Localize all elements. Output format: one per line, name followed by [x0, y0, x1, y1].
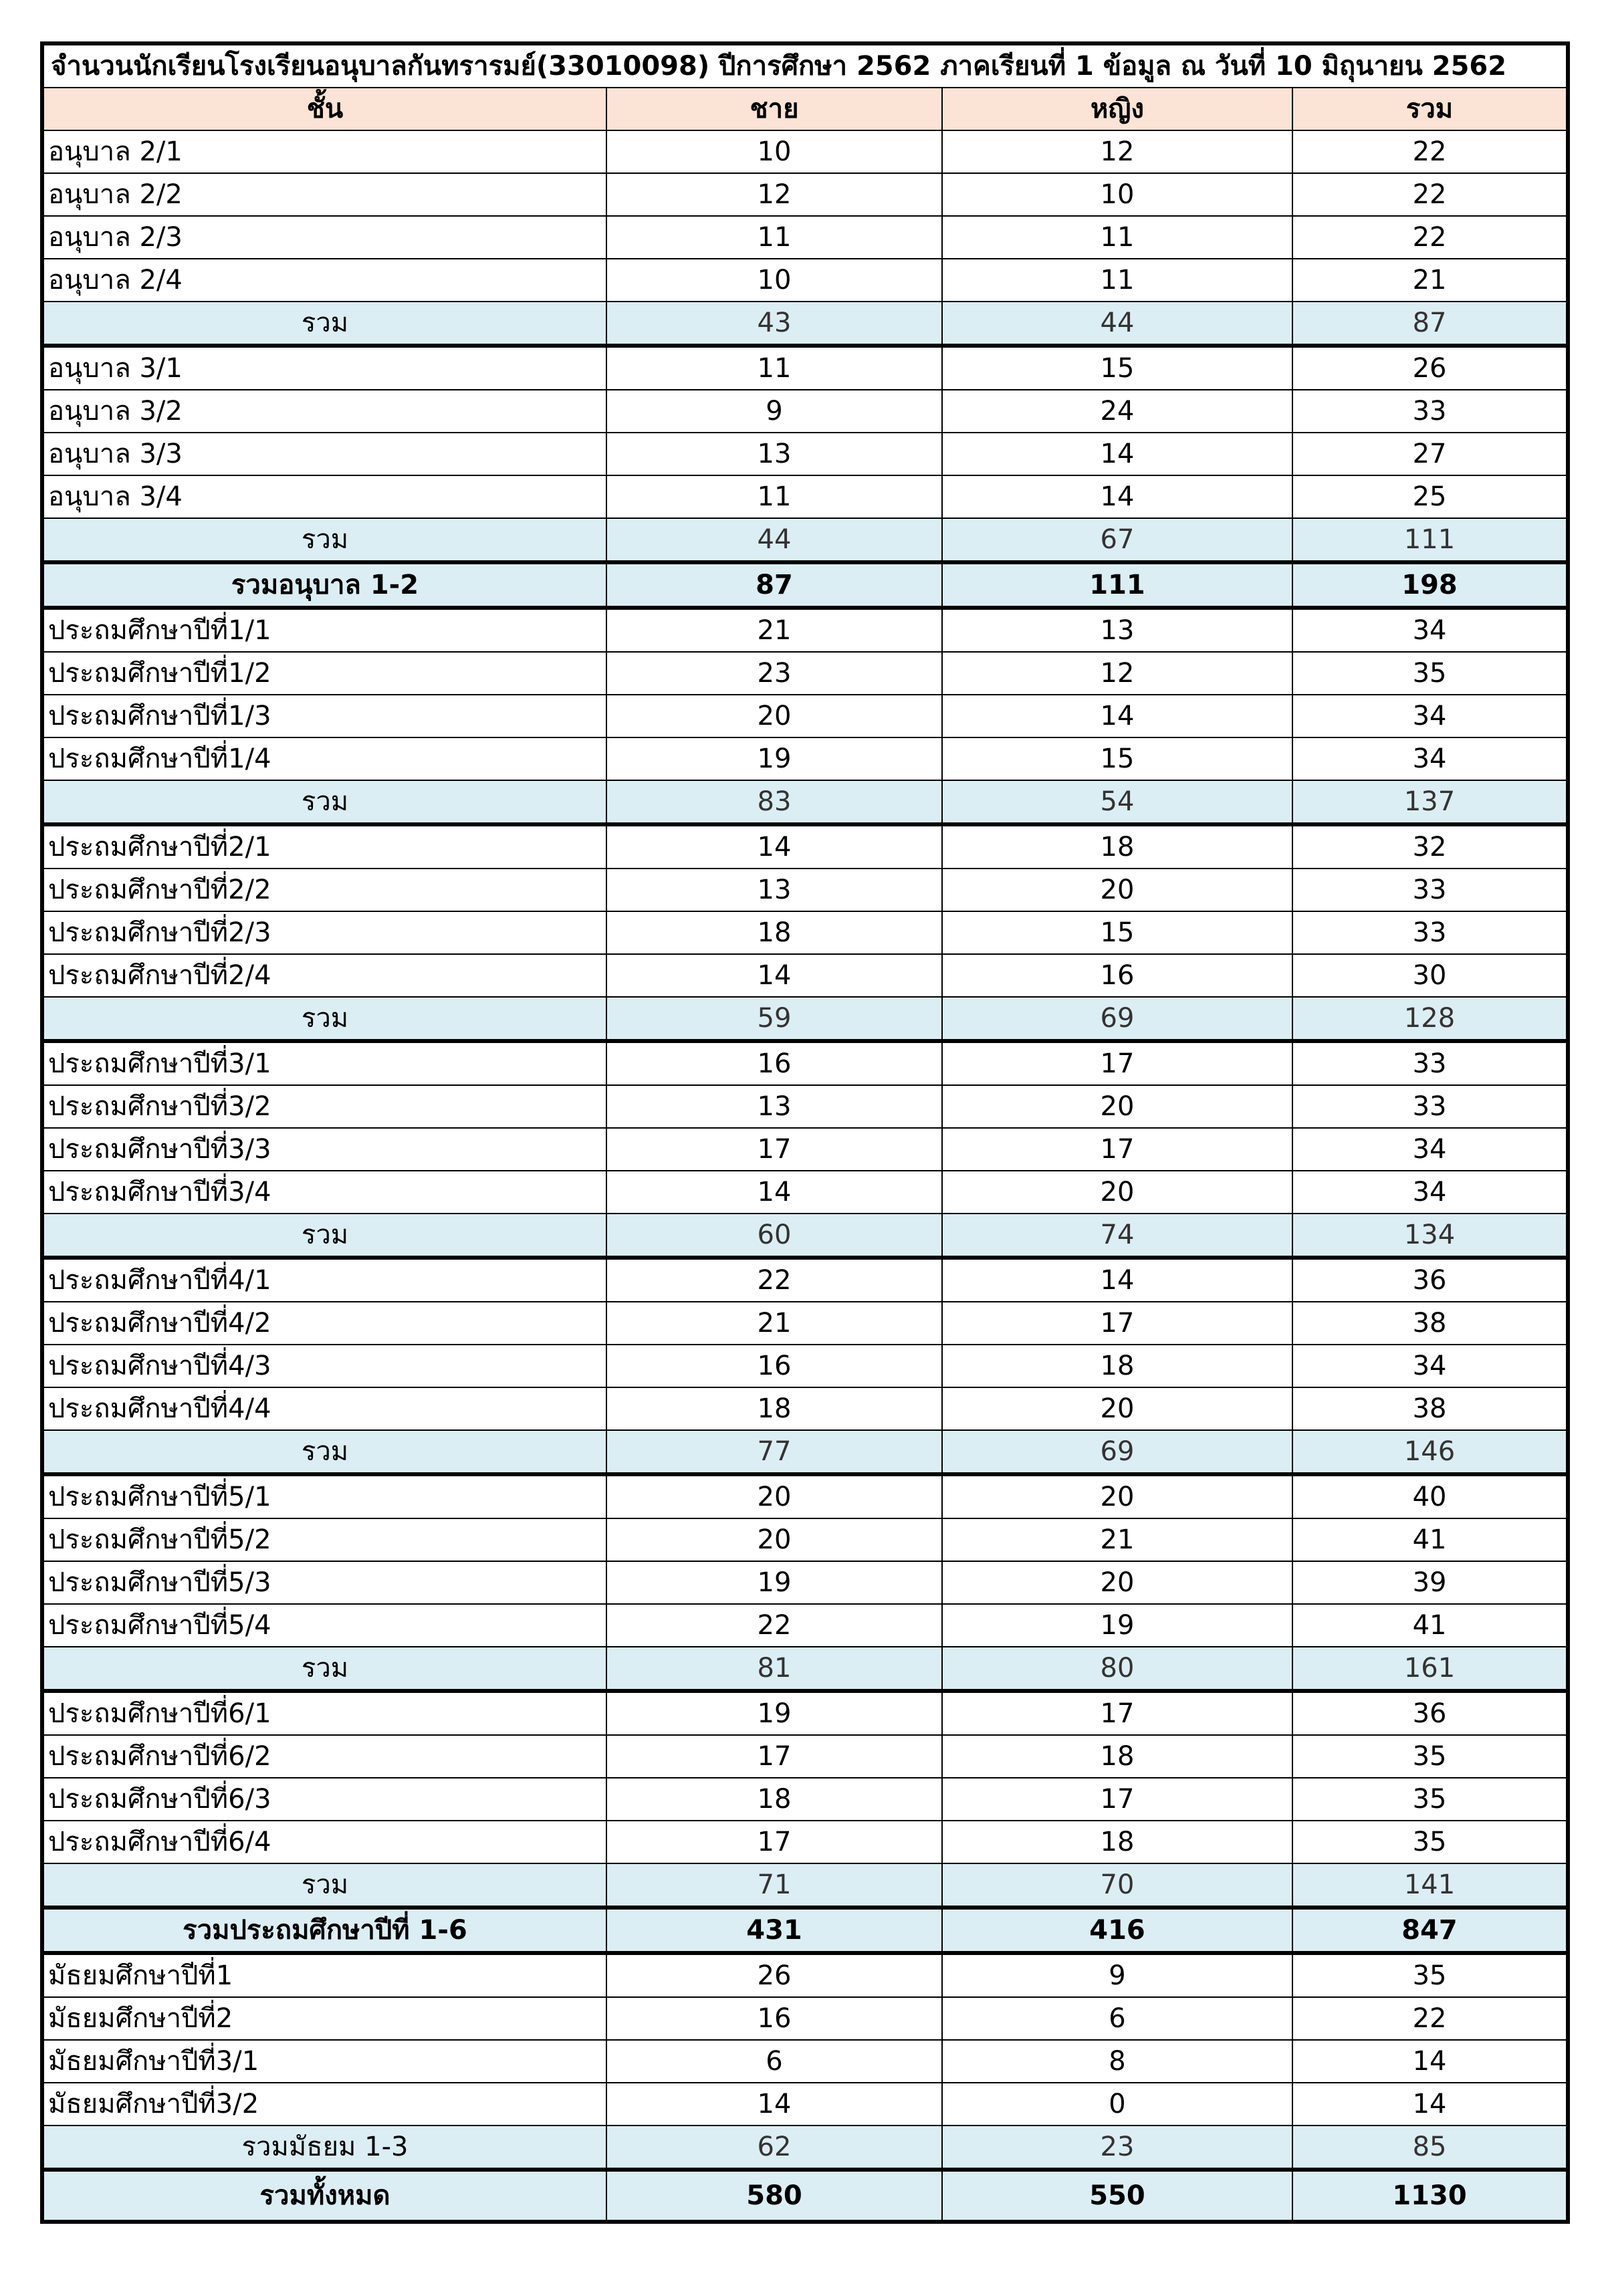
subtotal-row: [42, 1863, 1568, 1908]
total-cell: 22: [1292, 130, 1568, 173]
total-cell: 14: [1292, 2040, 1568, 2083]
class-cell: ประถมศึกษาปีที่3/4: [42, 1171, 606, 1214]
total-cell: 35: [1292, 1821, 1568, 1863]
total-cell: 14: [1292, 2083, 1568, 2126]
class-cell: อนุบาล 2/2: [42, 173, 606, 216]
total-cell: 33: [1292, 1085, 1568, 1128]
male-cell: 19: [606, 1691, 942, 1735]
subtotal-row: [42, 1214, 1568, 1258]
table-row: [42, 652, 1568, 695]
subtotal-row: [42, 1647, 1568, 1691]
total-cell: 41: [1292, 1518, 1568, 1561]
total-cell: 40: [1292, 1474, 1568, 1518]
male-cell: 21: [606, 608, 942, 652]
class-cell: รวมทั้งหมด: [42, 2170, 606, 2222]
total-cell: 134: [1292, 1214, 1568, 1258]
female-cell: 13: [942, 608, 1292, 652]
total-cell: 34: [1292, 1171, 1568, 1214]
female-cell: 67: [942, 518, 1292, 562]
table-row: [42, 1691, 1568, 1735]
class-cell: ประถมศึกษาปีที่1/2: [42, 652, 606, 695]
male-cell: 13: [606, 433, 942, 475]
class-cell: ประถมศึกษาปีที่1/1: [42, 608, 606, 652]
male-cell: 44: [606, 518, 942, 562]
total-cell: 38: [1292, 1387, 1568, 1430]
male-cell: 87: [606, 562, 942, 608]
class-cell: ประถมศึกษาปีที่1/3: [42, 695, 606, 737]
total-cell: 30: [1292, 954, 1568, 997]
male-cell: 20: [606, 695, 942, 737]
class-cell: ประถมศึกษาปีที่4/3: [42, 1345, 606, 1387]
total-cell: 87: [1292, 302, 1568, 346]
total-cell: 35: [1292, 1778, 1568, 1821]
female-cell: 15: [942, 737, 1292, 780]
female-cell: 17: [942, 1691, 1292, 1735]
female-cell: 6: [942, 1997, 1292, 2040]
class-cell: รวมประถมศึกษาปีที่ 1-6: [42, 1908, 606, 1953]
female-cell: 54: [942, 780, 1292, 824]
table-row: [42, 475, 1568, 518]
table-row: [42, 1171, 1568, 1214]
female-cell: 20: [942, 1085, 1292, 1128]
total-cell: 35: [1292, 1953, 1568, 1997]
female-cell: 17: [942, 1778, 1292, 1821]
total-cell: 1130: [1292, 2170, 1568, 2222]
table-row: [42, 216, 1568, 259]
table-row: [42, 1345, 1568, 1387]
class-cell: รวม: [42, 1214, 606, 1258]
female-cell: 17: [942, 1128, 1292, 1171]
table-row: [42, 1474, 1568, 1518]
class-cell: ประถมศึกษาปีที่3/3: [42, 1128, 606, 1171]
male-cell: 21: [606, 1302, 942, 1345]
class-cell: ประถมศึกษาปีที่4/4: [42, 1387, 606, 1430]
class-cell: มัธยมศึกษาปีที่3/2: [42, 2083, 606, 2126]
table-row: [42, 346, 1568, 390]
female-cell: 20: [942, 1561, 1292, 1604]
male-cell: 14: [606, 2083, 942, 2126]
class-cell: ประถมศึกษาปีที่5/3: [42, 1561, 606, 1604]
total-cell: 161: [1292, 1647, 1568, 1691]
table-row: [42, 1128, 1568, 1171]
class-cell: อนุบาล 3/4: [42, 475, 606, 518]
male-cell: 13: [606, 869, 942, 911]
total-cell: 33: [1292, 911, 1568, 954]
male-cell: 11: [606, 475, 942, 518]
total-cell: 39: [1292, 1561, 1568, 1604]
class-cell: อนุบาล 2/3: [42, 216, 606, 259]
table-row: [42, 1085, 1568, 1128]
male-cell: 18: [606, 911, 942, 954]
table-row: [42, 824, 1568, 869]
male-cell: 431: [606, 1908, 942, 1953]
male-cell: 81: [606, 1647, 942, 1691]
male-cell: 59: [606, 997, 942, 1041]
total-cell: 35: [1292, 1735, 1568, 1778]
class-cell: ประถมศึกษาปีที่2/1: [42, 824, 606, 869]
total-cell: 33: [1292, 1041, 1568, 1085]
table-row: [42, 2040, 1568, 2083]
male-cell: 9: [606, 390, 942, 433]
table-row: [42, 1953, 1568, 1997]
table-row: [42, 1518, 1568, 1561]
table-row: [42, 259, 1568, 302]
male-cell: 23: [606, 652, 942, 695]
class-cell: ประถมศึกษาปีที่2/2: [42, 869, 606, 911]
male-cell: 17: [606, 1821, 942, 1863]
table-row: [42, 1387, 1568, 1430]
total-cell: 198: [1292, 562, 1568, 608]
table-row: [42, 1041, 1568, 1085]
total-cell: 34: [1292, 737, 1568, 780]
female-cell: 17: [942, 1041, 1292, 1085]
table-row: [42, 1735, 1568, 1778]
total-cell: 137: [1292, 780, 1568, 824]
female-cell: 111: [942, 562, 1292, 608]
class-cell: รวม: [42, 1863, 606, 1908]
male-cell: 17: [606, 1128, 942, 1171]
class-cell: ประถมศึกษาปีที่4/2: [42, 1302, 606, 1345]
class-cell: ประถมศึกษาปีที่5/2: [42, 1518, 606, 1561]
female-cell: 20: [942, 1387, 1292, 1430]
female-cell: 20: [942, 1474, 1292, 1518]
table-row: [42, 390, 1568, 433]
sheet-title: จำนวนนักเรียนโรงเรียนอนุบาลกันทรารมย์(33010098) ปีการศึกษา 2562 ภาคเรียนที่ 1 ข้อมูล ณ วันที่ 10 มิถุนายน 2562: [42, 43, 1568, 88]
table-row: [42, 911, 1568, 954]
subtotal-row: [42, 780, 1568, 824]
class-cell: ประถมศึกษาปีที่3/1: [42, 1041, 606, 1085]
table-row: [42, 695, 1568, 737]
male-cell: 20: [606, 1518, 942, 1561]
female-cell: 18: [942, 1735, 1292, 1778]
total-cell: 33: [1292, 869, 1568, 911]
total-cell: 38: [1292, 1302, 1568, 1345]
total-cell: 22: [1292, 173, 1568, 216]
table-row: [42, 737, 1568, 780]
female-cell: 20: [942, 1171, 1292, 1214]
class-cell: ประถมศึกษาปีที่3/2: [42, 1085, 606, 1128]
male-cell: 14: [606, 954, 942, 997]
total-cell: 847: [1292, 1908, 1568, 1953]
total-cell: 34: [1292, 695, 1568, 737]
male-cell: 62: [606, 2126, 942, 2170]
total-cell: 111: [1292, 518, 1568, 562]
class-cell: อนุบาล 2/4: [42, 259, 606, 302]
female-cell: 14: [942, 433, 1292, 475]
male-cell: 14: [606, 1171, 942, 1214]
class-cell: มัธยมศึกษาปีที่2: [42, 1997, 606, 2040]
female-cell: 9: [942, 1953, 1292, 1997]
female-cell: 15: [942, 911, 1292, 954]
female-cell: 16: [942, 954, 1292, 997]
class-cell: มัธยมศึกษาปีที่1: [42, 1953, 606, 1997]
male-cell: 20: [606, 1474, 942, 1518]
class-cell: รวม: [42, 997, 606, 1041]
header-female: หญิง: [942, 88, 1292, 130]
class-cell: ประถมศึกษาปีที่2/3: [42, 911, 606, 954]
male-cell: 26: [606, 1953, 942, 1997]
male-cell: 22: [606, 1604, 942, 1647]
total-cell: 41: [1292, 1604, 1568, 1647]
female-cell: 19: [942, 1604, 1292, 1647]
total-cell: 146: [1292, 1430, 1568, 1474]
class-cell: อนุบาล 3/3: [42, 433, 606, 475]
female-cell: 10: [942, 173, 1292, 216]
female-cell: 20: [942, 869, 1292, 911]
bigtotal-row: [42, 1908, 1568, 1953]
class-cell: ประถมศึกษาปีที่6/3: [42, 1778, 606, 1821]
male-cell: 18: [606, 1387, 942, 1430]
header-male: ชาย: [606, 88, 942, 130]
total-cell: 21: [1292, 259, 1568, 302]
class-cell: ประถมศึกษาปีที่2/4: [42, 954, 606, 997]
female-cell: 44: [942, 302, 1292, 346]
subtotal-row: [42, 997, 1568, 1041]
female-cell: 70: [942, 1863, 1292, 1908]
class-cell: อนุบาล 3/2: [42, 390, 606, 433]
female-cell: 69: [942, 1430, 1292, 1474]
male-cell: 11: [606, 346, 942, 390]
table-row: [42, 954, 1568, 997]
total-cell: 34: [1292, 1128, 1568, 1171]
female-cell: 69: [942, 997, 1292, 1041]
female-cell: 12: [942, 652, 1292, 695]
class-cell: รวม: [42, 518, 606, 562]
female-cell: 550: [942, 2170, 1292, 2222]
header-row: [42, 88, 1568, 130]
male-cell: 71: [606, 1863, 942, 1908]
class-cell: อนุบาล 2/1: [42, 130, 606, 173]
table-row: [42, 1778, 1568, 1821]
class-cell: ประถมศึกษาปีที่5/4: [42, 1604, 606, 1647]
table-row: [42, 433, 1568, 475]
male-cell: 43: [606, 302, 942, 346]
total-cell: 35: [1292, 652, 1568, 695]
table-row: [42, 1997, 1568, 2040]
class-cell: ประถมศึกษาปีที่6/2: [42, 1735, 606, 1778]
table-row: [42, 1604, 1568, 1647]
table-row: [42, 608, 1568, 652]
female-cell: 17: [942, 1302, 1292, 1345]
female-cell: 14: [942, 1258, 1292, 1302]
male-cell: 10: [606, 130, 942, 173]
total-cell: 36: [1292, 1258, 1568, 1302]
male-cell: 13: [606, 1085, 942, 1128]
table-row: [42, 2083, 1568, 2126]
grand-row: [42, 2170, 1568, 2222]
female-cell: 14: [942, 695, 1292, 737]
male-cell: 77: [606, 1430, 942, 1474]
class-cell: ประถมศึกษาปีที่4/1: [42, 1258, 606, 1302]
class-cell: ประถมศึกษาปีที่6/1: [42, 1691, 606, 1735]
female-cell: 11: [942, 216, 1292, 259]
male-cell: 22: [606, 1258, 942, 1302]
female-cell: 80: [942, 1647, 1292, 1691]
class-cell: ประถมศึกษาปีที่1/4: [42, 737, 606, 780]
table-row: [42, 869, 1568, 911]
class-cell: รวมมัธยม 1-3: [42, 2126, 606, 2170]
male-cell: 11: [606, 216, 942, 259]
female-cell: 15: [942, 346, 1292, 390]
class-cell: รวม: [42, 780, 606, 824]
female-cell: 18: [942, 824, 1292, 869]
class-cell: อนุบาล 3/1: [42, 346, 606, 390]
female-cell: 21: [942, 1518, 1292, 1561]
total-cell: 36: [1292, 1691, 1568, 1735]
female-cell: 14: [942, 475, 1292, 518]
male-cell: 16: [606, 1041, 942, 1085]
total-cell: 25: [1292, 475, 1568, 518]
male-cell: 10: [606, 259, 942, 302]
subtotal-row: [42, 1430, 1568, 1474]
total-cell: 128: [1292, 997, 1568, 1041]
female-cell: 0: [942, 2083, 1292, 2126]
total-cell: 34: [1292, 1345, 1568, 1387]
title-row: [42, 43, 1568, 88]
male-cell: 12: [606, 173, 942, 216]
female-cell: 8: [942, 2040, 1292, 2083]
female-cell: 18: [942, 1821, 1292, 1863]
total-cell: 34: [1292, 608, 1568, 652]
male-cell: 17: [606, 1735, 942, 1778]
table-row: [42, 1258, 1568, 1302]
total-cell: 26: [1292, 346, 1568, 390]
male-cell: 19: [606, 1561, 942, 1604]
total-cell: 22: [1292, 216, 1568, 259]
class-cell: มัธยมศึกษาปีที่3/1: [42, 2040, 606, 2083]
class-cell: รวม: [42, 1647, 606, 1691]
female-cell: 12: [942, 130, 1292, 173]
subtotal-row: [42, 302, 1568, 346]
female-cell: 23: [942, 2126, 1292, 2170]
female-cell: 18: [942, 1345, 1292, 1387]
total-cell: 22: [1292, 1997, 1568, 2040]
male-cell: 18: [606, 1778, 942, 1821]
female-cell: 74: [942, 1214, 1292, 1258]
table-row: [42, 1821, 1568, 1863]
female-cell: 24: [942, 390, 1292, 433]
male-cell: 6: [606, 2040, 942, 2083]
total-cell: 85: [1292, 2126, 1568, 2170]
class-cell: รวม: [42, 302, 606, 346]
subtotal-row: [42, 518, 1568, 562]
female-cell: 11: [942, 259, 1292, 302]
male-cell: 83: [606, 780, 942, 824]
table-row: [42, 1561, 1568, 1604]
male-cell: 16: [606, 1997, 942, 2040]
total-cell: 27: [1292, 433, 1568, 475]
header-total: รวม: [1292, 88, 1568, 130]
header-class: ชั้น: [42, 88, 606, 130]
male-cell: 60: [606, 1214, 942, 1258]
total-cell: 33: [1292, 390, 1568, 433]
class-cell: รวมอนุบาล 1-2: [42, 562, 606, 608]
subtotal-row: [42, 2126, 1568, 2170]
class-cell: รวม: [42, 1430, 606, 1474]
bigtotal-row: [42, 562, 1568, 608]
class-cell: ประถมศึกษาปีที่5/1: [42, 1474, 606, 1518]
table-row: [42, 173, 1568, 216]
male-cell: 19: [606, 737, 942, 780]
table-row: [42, 130, 1568, 173]
total-cell: 32: [1292, 824, 1568, 869]
total-cell: 141: [1292, 1863, 1568, 1908]
class-cell: ประถมศึกษาปีที่6/4: [42, 1821, 606, 1863]
male-cell: 16: [606, 1345, 942, 1387]
male-cell: 580: [606, 2170, 942, 2222]
female-cell: 416: [942, 1908, 1292, 1953]
student-count-table: [40, 41, 1570, 2224]
table-row: [42, 1302, 1568, 1345]
male-cell: 14: [606, 824, 942, 869]
